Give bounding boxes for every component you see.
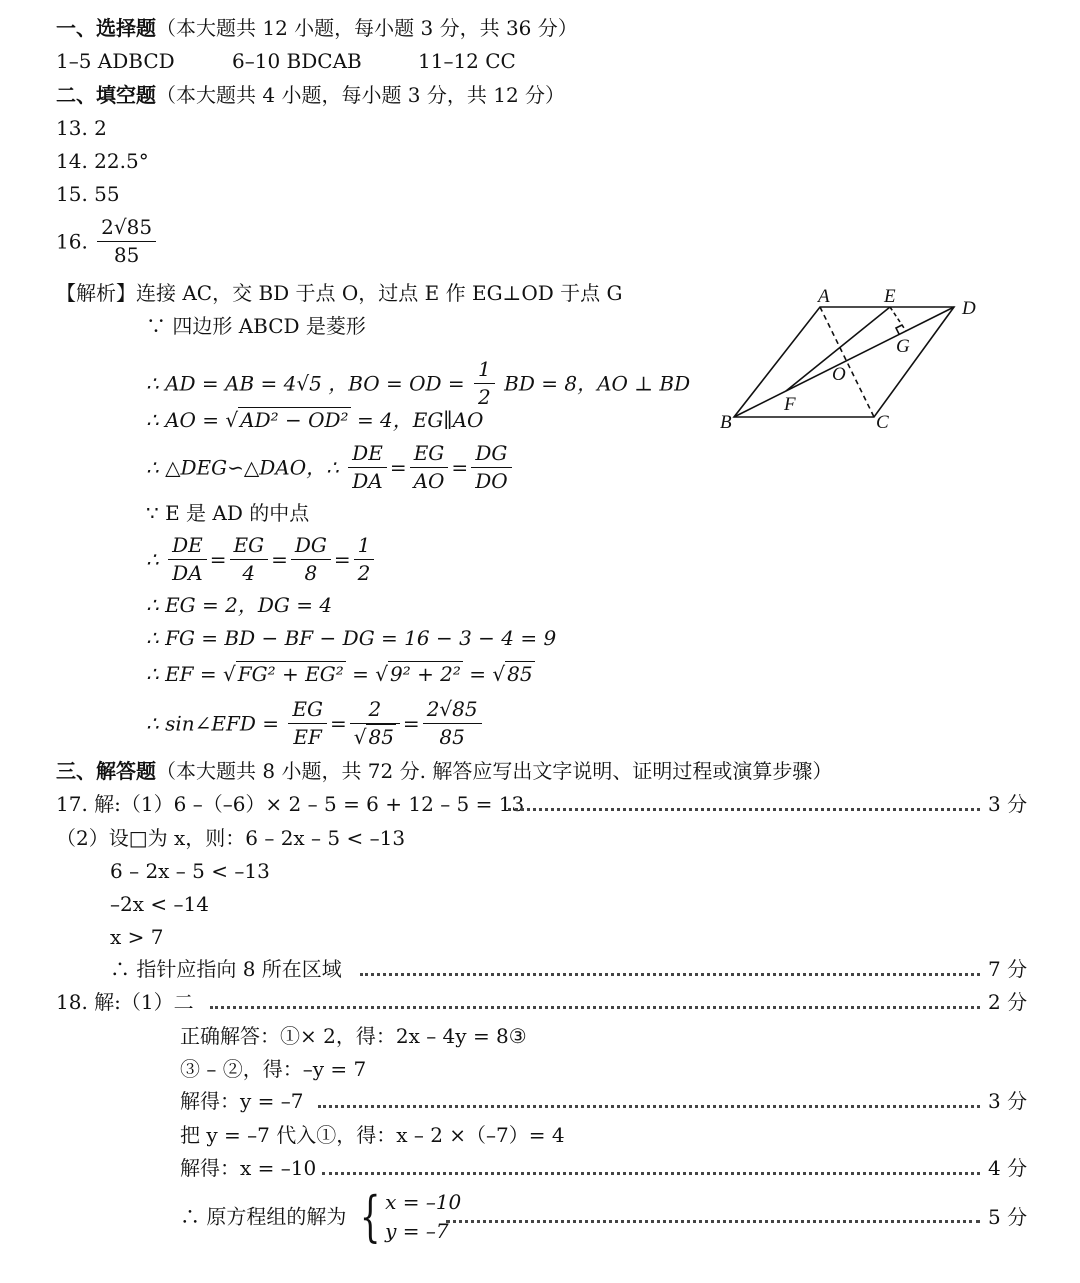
- fraction-eg-4: [230, 532, 269, 587]
- step-4-left: ∴ △DEG∽△DAO，∴: [146, 455, 339, 480]
- equals-sign: =: [329, 711, 347, 736]
- label-o: O: [832, 364, 846, 385]
- analysis-tag: 【解析】: [56, 281, 136, 305]
- diagonal-bd: [734, 307, 954, 417]
- fraction-denominator: 85: [439, 725, 465, 749]
- q17-line-3: 6 – 2x – 5 < –13: [110, 859, 270, 883]
- diagonal-ac: [820, 307, 874, 417]
- section-2-heading: [56, 82, 565, 108]
- q17-line-4: –2x < –14: [110, 892, 209, 916]
- dotted-leader: [446, 1220, 980, 1223]
- section-3-title: 三、解答题: [56, 759, 156, 783]
- q18-line-1: 18. 解:（1）二: [56, 990, 194, 1014]
- dotted-leader: [210, 1006, 980, 1009]
- mc-answers-6-10: 6–10 BDCAB: [232, 49, 362, 73]
- fraction-denominator: 2: [357, 561, 371, 585]
- equals-sign: =: [271, 547, 288, 572]
- equals-sign: =: [389, 455, 407, 480]
- label-c: C: [876, 412, 889, 432]
- q18-line-3: ③ – ②，得：–y = 7: [180, 1057, 367, 1081]
- system-line-1: x = –10: [385, 1190, 462, 1214]
- fraction-denominator: AO: [413, 469, 445, 493]
- analysis-step-9: ∴ EF = √ FG² + EG² = √ 9² + 2² = √ 85: [146, 662, 533, 686]
- q17-line-2: （2）设□为 x，则：6 – 2x – 5 < –13: [56, 826, 406, 850]
- answer-14: 14. 22.5°: [56, 149, 149, 173]
- step-9-radicand-2: 9² + 2²: [389, 662, 461, 686]
- fraction-dg-do: [471, 440, 511, 495]
- answer-16-fraction: [97, 214, 156, 269]
- label-d: D: [962, 298, 976, 319]
- fraction-result: [423, 696, 482, 751]
- fraction-numerator: 1: [354, 532, 375, 560]
- label-f: F: [784, 394, 796, 415]
- fraction-numerator: DE: [168, 532, 207, 560]
- fraction-dg-8: [291, 532, 331, 587]
- analysis-step-10: [146, 696, 485, 751]
- label-b: B: [720, 412, 732, 432]
- q18-line-5: 把 y = –7 代入①，得：x – 2 ×（–7）= 4: [180, 1123, 565, 1147]
- section-3-heading: [56, 758, 832, 784]
- step-9-radicand-3: 85: [507, 662, 533, 686]
- step-3-radicand: AD² − OD²: [240, 408, 349, 432]
- analysis-step-8: ∴ FG = BD − BF − DG = 16 − 3 − 4 = 9: [146, 626, 557, 650]
- analysis-step-2: [146, 356, 690, 411]
- analysis-step-3: ∴ AO = √ AD² − OD² = 4，EG∥AO: [146, 408, 484, 432]
- fraction-numerator: DG: [471, 440, 511, 468]
- fraction-numerator: EG: [230, 532, 269, 560]
- equals-sign: =: [451, 455, 469, 480]
- step-3-right: = 4，EG∥AO: [356, 408, 484, 432]
- fraction-numerator: EG: [410, 440, 449, 468]
- fraction-numerator: 2√85: [423, 696, 482, 724]
- fraction-denominator: 4: [242, 561, 256, 585]
- dotted-leader: [322, 1172, 980, 1175]
- step-2-right: BD = 8，AO ⊥ BD: [504, 371, 691, 396]
- section-2-title: 二、填空题: [56, 83, 156, 107]
- analysis-step-6: [146, 532, 377, 587]
- rhombus-figure: [714, 282, 994, 432]
- equals-sign: =: [469, 662, 487, 686]
- fraction-eg-ao: [410, 440, 449, 495]
- score-points: 3 分: [988, 792, 1028, 816]
- q18-line-6: 解得：x = –10: [180, 1156, 317, 1180]
- fraction-denominator: 85: [113, 243, 140, 267]
- equals-sign: =: [333, 547, 351, 572]
- q18-line-2: 正确解答：①× 2，得：2x – 4y = 8③: [180, 1024, 527, 1048]
- answer-16-label: 16.: [56, 229, 88, 254]
- dotted-leader: [360, 973, 980, 976]
- fraction-numerator: 1: [474, 356, 495, 384]
- step-9-radicand-1: FG² + EG²: [237, 662, 344, 686]
- answer-13: 13. 2: [56, 116, 107, 140]
- fraction-denominator: 8: [304, 561, 318, 585]
- score-points: 4 分: [988, 1156, 1028, 1180]
- fraction-denominator: DA: [352, 469, 383, 493]
- analysis-step-5: ∵ E 是 AD 的中点: [146, 501, 310, 525]
- label-g: G: [896, 336, 910, 357]
- solution-intro: ∴ 原方程组的解为: [180, 1204, 347, 1229]
- analysis-step-4: [146, 440, 515, 495]
- mc-answers-1-5: 1–5 ADBCD: [56, 49, 175, 73]
- fraction-eg-ef: [288, 696, 327, 751]
- fraction-denominator: 2: [478, 385, 491, 409]
- analysis-step-1: ∵ 四边形 ABCD 是菱形: [146, 314, 366, 338]
- q18-line-7: [180, 1185, 462, 1248]
- fraction-denominator: EF: [293, 725, 322, 749]
- dotted-leader: [318, 1105, 980, 1108]
- step-2-left: ∴ AD = AB = 4√5 ，BO = OD =: [146, 371, 465, 396]
- mc-answers-11-12: 11–12 CC: [418, 49, 516, 73]
- label-e: E: [884, 286, 896, 307]
- dotted-leader: [508, 808, 980, 811]
- fraction-numerator: 2√85: [97, 214, 156, 242]
- fraction-numerator: 2: [350, 696, 400, 724]
- fraction-numerator: EG: [288, 696, 327, 724]
- q17-line-1: 17. 解:（1）6 –（–6）× 2 – 5 = 6 + 12 – 5 = 13: [56, 792, 525, 816]
- section-2-desc: （本大题共 4 小题，每小题 3 分，共 12 分）: [156, 83, 566, 107]
- analysis-intro: 连接 AC，交 BD 于点 O，过点 E 作 EG⊥OD 于点 G: [136, 281, 623, 305]
- fraction-denominator: DA: [172, 561, 203, 585]
- section-1-desc: （本大题共 12 小题，每小题 3 分，共 36 分）: [156, 16, 578, 40]
- fraction-one-half: [474, 356, 495, 411]
- answer-15: 15. 55: [56, 182, 120, 206]
- step-10-left: ∴ sin∠EFD =: [146, 711, 280, 736]
- step-3-left: ∴ AO =: [146, 408, 220, 432]
- fraction-de-da: [348, 440, 387, 495]
- analysis-step-7: ∴ EG = 2，DG = 4: [146, 593, 333, 617]
- score-points: 5 分: [988, 1205, 1028, 1229]
- equals-sign: =: [402, 711, 420, 736]
- score-points: 2 分: [988, 990, 1028, 1014]
- fraction-denominator: DO: [475, 469, 508, 493]
- fraction-denominator: √ 85: [353, 725, 394, 749]
- equation-system: [385, 1188, 461, 1246]
- section-1-heading: [56, 15, 578, 41]
- radicand: 85: [368, 725, 394, 749]
- therefore-sign: ∴: [146, 547, 159, 572]
- label-a: A: [818, 286, 830, 307]
- section-3-desc: （本大题共 8 小题，共 72 分. 解答应写出文字说明、证明过程或演算步骤）: [156, 759, 833, 783]
- score-points: 3 分: [988, 1089, 1028, 1113]
- brace-icon: {: [359, 1185, 381, 1248]
- section-1-title: 一、选择题: [56, 16, 156, 40]
- equals-sign: =: [352, 662, 369, 686]
- step-9-left: ∴ EF =: [146, 662, 217, 686]
- fraction-numerator: DG: [291, 532, 331, 560]
- fraction-one-half: [354, 532, 375, 587]
- answer-16: [56, 214, 159, 269]
- q18-line-4: 解得：y = –7: [180, 1089, 304, 1113]
- fraction-2-rt85: [350, 696, 400, 751]
- system-line-2: y = –7: [385, 1219, 449, 1243]
- score-points: 7 分: [988, 957, 1028, 981]
- analysis-intro-line: [56, 280, 622, 306]
- q17-line-6: ∴ 指针应指向 8 所在区域: [110, 957, 342, 981]
- fraction-de-da: [168, 532, 207, 587]
- fraction-numerator: DE: [348, 440, 387, 468]
- equals-sign: =: [209, 547, 227, 572]
- q17-line-5: x > 7: [110, 925, 164, 949]
